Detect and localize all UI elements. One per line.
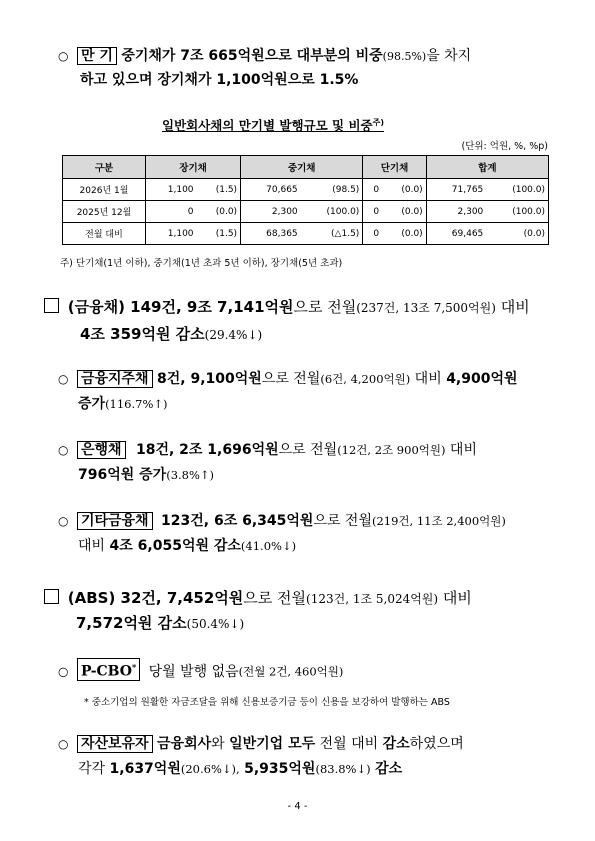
holder-text-j: 5,935억원 — [244, 761, 316, 777]
holder-text-h: 1,637억원 — [109, 761, 181, 777]
fin-text-d: 대비 — [500, 298, 530, 316]
fin-line1 — [44, 296, 530, 319]
header-short: 단기채 — [363, 156, 426, 179]
other-label: 기타금융채 — [77, 512, 153, 530]
bank-label: 은행채 — [77, 441, 126, 459]
cell-mid: 2,300 — [241, 201, 301, 223]
fin-text-b: 으로 전월 — [293, 298, 357, 316]
holder-text-f: 하였으며 — [409, 736, 464, 752]
cell-mid: 70,665 — [241, 179, 301, 201]
holding-text-e: 4,900억원 — [446, 371, 518, 387]
cell-long: 1,100 — [146, 179, 197, 201]
circle-bullet-icon: ○ — [58, 664, 69, 679]
header-long: 장기채 — [146, 156, 241, 179]
cell-short-pct: (0.0) — [382, 201, 426, 223]
cell-long-pct: (0.0) — [197, 201, 241, 223]
cell-short: 0 — [363, 179, 382, 201]
holding-text-c: (6건, 4,200억원) — [320, 372, 411, 386]
holding-text-a: 8건, 9,100억원 — [157, 371, 262, 387]
table-footnote: 주) 단기채(1년 이하), 중기채(1년 초과 5년 이하), 장기채(5년 초과) — [60, 258, 343, 269]
maturity-text-c: 을 차지 — [426, 48, 472, 64]
table-unit: (단위: 억원, %, %p) — [461, 141, 548, 152]
cell-total-pct: (0.0) — [486, 223, 548, 245]
bank-line2 — [78, 465, 214, 485]
holding-text-f: 증가 — [78, 396, 106, 412]
table-title-text: 일반회사채의 만기별 발행규모 및 비중 — [162, 118, 373, 133]
holding-line2 — [78, 394, 168, 414]
circle-bullet-icon: ○ — [58, 737, 69, 751]
other-text-f: (41.0%↓) — [240, 539, 297, 553]
pcbo-line — [58, 658, 343, 682]
holding-text-g: (116.7%↑) — [105, 397, 168, 411]
pcbo-text-b: (전월 2건, 460억원) — [238, 664, 344, 679]
bank-text-b: 으로 전월 — [278, 442, 338, 458]
cell-total: 69,465 — [426, 223, 486, 245]
header-category: 구분 — [63, 156, 146, 179]
other-text-d: 대비 — [78, 538, 106, 554]
fin-text-c: (237건, 13조 7,500억원) — [356, 301, 496, 315]
cell-total-pct: (100.0) — [486, 179, 548, 201]
pcbo-note: * 중소기업의 원활한 자금조달을 위해 신용보증기금 등이 신용을 보강하여 발행하는 ABS — [84, 697, 450, 708]
mid-bullet-line2: 하고 있으며 장기채가 1,100억원으로 1.5% — [80, 72, 359, 88]
square-bullet-icon — [44, 589, 59, 604]
row-label: 2026년 1월 — [63, 179, 146, 201]
header-mid: 중기채 — [241, 156, 363, 179]
cell-short-pct: (0.0) — [382, 179, 426, 201]
pcbo-label — [77, 658, 140, 681]
bank-line1 — [58, 440, 477, 460]
holding-text-d: 대비 — [414, 371, 442, 387]
fin-text-a: (금융채) 149건, 9조 7,141억원 — [67, 298, 294, 316]
abs-line2 — [76, 612, 244, 635]
table-row — [63, 179, 549, 201]
cell-mid-pct: (△1.5) — [301, 223, 363, 245]
cell-mid-pct: (98.5) — [301, 179, 363, 201]
holder-text-b: 와 — [211, 736, 225, 752]
pcbo-label-text: P-CBO — [80, 663, 132, 680]
table-row — [63, 223, 549, 245]
page-number: - 4 - — [287, 801, 308, 812]
holding-label: 금융지주채 — [77, 370, 153, 388]
row-label: 전월 대비 — [63, 223, 146, 245]
maturity-text-b: (98.5%) — [382, 50, 427, 63]
holding-text-b: 으로 전월 — [261, 371, 321, 387]
bank-text-e: 796억원 증가 — [78, 467, 167, 483]
header-total: 합계 — [426, 156, 548, 179]
abs-line1 — [44, 587, 472, 610]
cell-total-pct: (100.0) — [486, 201, 548, 223]
cell-long: 1,100 — [146, 223, 197, 245]
table-header-row — [63, 156, 549, 179]
circle-bullet-icon: ○ — [58, 514, 69, 528]
other-text-b: 으로 전월 — [313, 513, 372, 529]
maturity-label: 만 기 — [77, 47, 117, 65]
cell-short: 0 — [363, 223, 382, 245]
table-title-note: 주) — [372, 117, 384, 127]
other-text-c: (219건, 11조 2,400억원) — [371, 514, 506, 528]
abs-text-d: 대비 — [442, 589, 472, 607]
maturity-table — [62, 155, 549, 245]
cell-long: 0 — [146, 201, 197, 223]
holder-text-a: 금융회사 — [157, 736, 212, 752]
fin-text-e: 4조 359억원 감소 — [80, 325, 205, 343]
row-label: 2025년 12월 — [63, 201, 146, 223]
table-title — [162, 116, 384, 134]
cell-long-pct: (1.5) — [197, 179, 241, 201]
maturity-text-a: 중기채가 7조 665억원으로 대부분의 비중 — [121, 48, 383, 64]
mid-bullet-line1 — [58, 46, 471, 67]
circle-bullet-icon: ○ — [58, 443, 69, 457]
cell-total: 2,300 — [426, 201, 486, 223]
holder-line2 — [78, 759, 402, 779]
holding-line1 — [58, 369, 518, 389]
holder-line1 — [58, 734, 464, 754]
cell-long-pct: (1.5) — [197, 223, 241, 245]
other-line1 — [58, 511, 506, 531]
cell-short-pct: (0.0) — [382, 223, 426, 245]
abs-text-f: (50.4%↓) — [186, 617, 245, 631]
cell-mid: 68,365 — [241, 223, 301, 245]
table-row — [63, 201, 549, 223]
pcbo-label-sup: * — [131, 662, 137, 672]
abs-text-c: (123건, 1조 5,024억원) — [306, 592, 439, 606]
other-text-e: 4조 6,055억원 감소 — [109, 538, 241, 554]
circle-bullet-icon: ○ — [58, 372, 69, 386]
abs-text-a: (ABS) 32건, 7,452억원 — [67, 589, 244, 607]
bank-text-a: 18건, 2조 1,696억원 — [135, 442, 279, 458]
holder-text-e: 감소 — [382, 736, 410, 752]
pcbo-text-a: 당월 발행 없음 — [148, 663, 239, 680]
holder-label: 자산보유자 — [77, 735, 153, 753]
abs-text-b: 으로 전월 — [243, 589, 307, 607]
cell-total: 71,765 — [426, 179, 486, 201]
abs-text-e: 7,572억원 감소 — [76, 614, 187, 632]
bank-text-f: (3.8%↑) — [166, 468, 215, 482]
fin-line2 — [80, 323, 262, 346]
other-text-a: 123건, 6조 6,345억원 — [161, 513, 314, 529]
cell-mid-pct: (100.0) — [301, 201, 363, 223]
holder-text-l: 감소 — [375, 761, 403, 777]
bank-text-d: 대비 — [449, 442, 477, 458]
holder-text-g: 각각 — [78, 761, 106, 777]
holder-text-c: 일반기업 모두 — [229, 736, 316, 752]
bank-text-c: (12건, 2조 900억원) — [337, 443, 446, 457]
holder-text-k: (83.8%↓) — [315, 762, 371, 776]
holder-text-i: (20.6%↓), — [180, 762, 240, 776]
cell-short: 0 — [363, 201, 382, 223]
square-bullet-icon — [44, 298, 59, 313]
holder-text-d: 전월 대비 — [319, 736, 379, 752]
other-line2 — [78, 536, 296, 556]
fin-text-f: (29.4%↓) — [204, 328, 263, 342]
circle-bullet-icon: ○ — [58, 49, 69, 63]
